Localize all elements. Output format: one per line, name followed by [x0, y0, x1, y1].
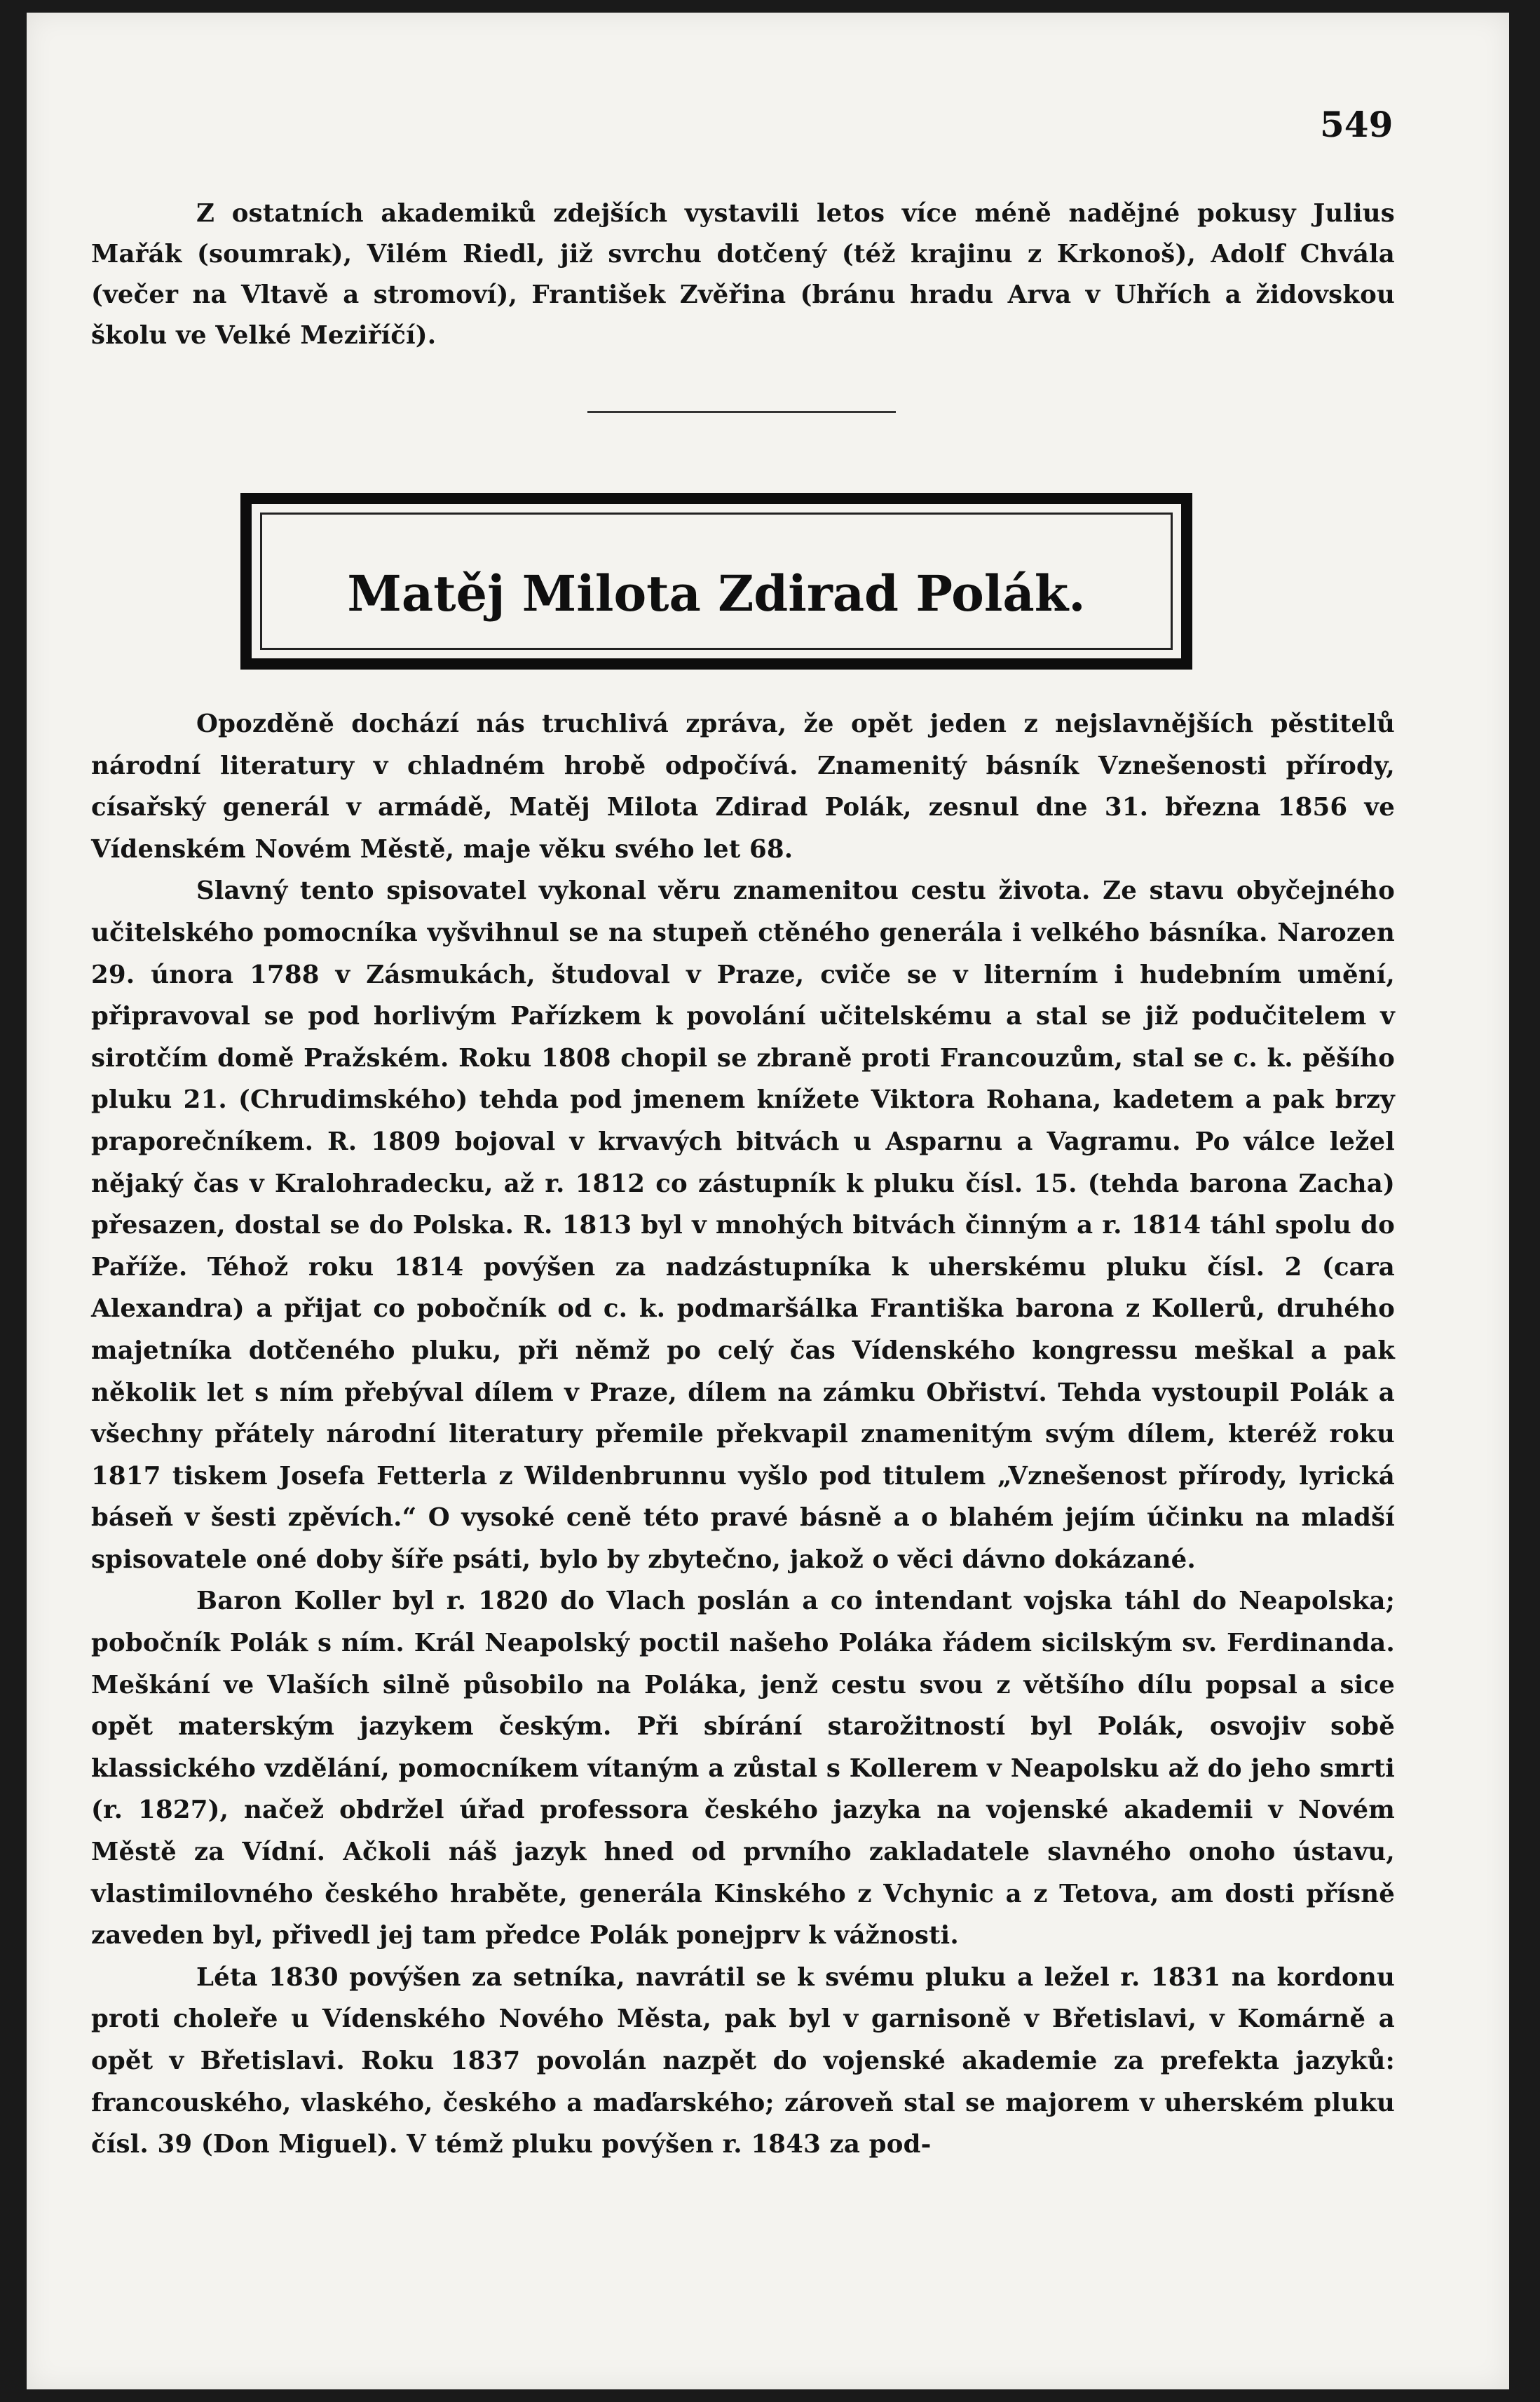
- body-paragraph: Léta 1830 povýšen za setníka, navrátil se k svému pluku a ležel r. 1831 na kordonu proti choleře u Vídenského Nového Města, pak byl v garnisoně v Břetislavi, v Komárně a opět v Břetislavi. Roku 1837 povolán nazpět do vojenské akademie za prefekta jazyků: francouského, vlaského, českého a maďarského; zároveň stal se majorem v uherském pluku čísl. 39 (Don Miguel). V témž pluku povýšen r. 1843 za pod-: [91, 1962, 1395, 2159]
- book-page: [27, 13, 1509, 2389]
- page-number: 549: [1320, 104, 1394, 145]
- article-body: [91, 703, 1395, 2166]
- body-paragraph: Baron Koller byl r. 1820 do Vlach poslán a co intendant vojska táhl do Neapolska; pobočník Polák s ním. Král Neapolský poctil našeho Poláka řádem sicilským sv. Ferdinanda. Meškání ve Vlaších silně působilo na Poláka, jenž cestu svou z většího dílu popsal a sice opět materským jazykem českým. Při sbírání starožitností byl Polák, osvojiv sobě klassického vzdělání, pomocníkem vítaným a zůstal s Kollerem v Neapolsku až do jeho smrti (r. 1827), načež obdržel úřad professora českého jazyka na vojenské akademii v Novém Městě za Vídní. Ačkoli náš jazyk hned od prvního zakladatele slavného onoho ústavu, vlastimilovného českého hraběte, generála Kinského z Vchynic a z Tetova, am dosti přísně zaveden byl, přivedl jej tam předce Polák ponejprv k vážnosti.: [91, 1587, 1395, 1950]
- body-paragraph: Opozděně dochází nás truchlivá zpráva, že opět jeden z nejslavnějších pěstitelů národní literatury v chladném hrobě odpočívá. Znamenitý básník Vznešenosti přírody, císařský generál v armádě, Matěj Milota Zdirad Polák, zesnul dne 31. března 1856 ve Vídenském Novém Městě, maje věku svého let 68.: [91, 710, 1395, 864]
- section-divider: [587, 411, 896, 413]
- intro-paragraph: Z ostatních akademiků zdejších vystavili letos více méně nadějné pokusy Julius Mařák (soumrak), Vilém Riedl, již svrchu dotčený (též krajinu z Krkonoš), Adolf Chvála (večer na Vltavě a stromoví), František Zvěřina (bránu hradu Arva v Uhřích a židovskou školu ve Velké Meziříčí).: [91, 199, 1395, 350]
- article-title: Matěj Milota Zdirad Polák.: [347, 564, 1086, 623]
- body-paragraph: Slavný tento spisovatel vykonal věru znamenitou cestu života. Ze stavu obyčejného učitelského pomocníka vyšvihnul se na stupeň ctěného generála i velkého básníka. Narozen 29. února 1788 v Zásmukách, študoval v Praze, cviče se v literním i hudebním umění, připravoval se pod horlivým Pařízkem k povolání učitelskému a stal se již podučitelem v sirotčím domě Pražském. Roku 1808 chopil se zbraně proti Francouzům, stal se c. k. pěšího pluku 21. (Chrudimského) tehda pod jmenem knížete Viktora Rohana, kadetem a pak brzy praporečníkem. R. 1809 bojoval v krvavých bitvách u Asparnu a Vagramu. Po válce ležel nějaký čas v Kralohradecku, až r. 1812 co zástupník k pluku čísl. 15. (tehda barona Zacha) přesazen, dostal se do Polska. R. 1813 byl v mnohých bitvách činným a r. 1814 táhl spolu do Paříže. Téhož roku 1814 povýšen za nadzástupníka k uherskému pluku čísl. 2 (cara Alexandra) a přijat co pobočník od c. k. podmaršálka Františka barona z Kollerů, druhého majetníka dotčeného pluku, při němž po celý čas Vídenského kongressu meškal a pak několik let s ním přebýval dílem v Praze, dílem na zámku Obřiství. Tehda vystoupil Polák a všechny přátely národní literatury přemile překvapil znamenitým svým dílem, kteréž roku 1817 tiskem Josefa Fetterla z Wildenbrunnu vyšlo pod titulem „Vznešenost přírody, lyrická báseň v šesti zpěvích.“ O vysoké ceně této pravé básně a o blahém jejím účinku na mladší spisovatele oné doby šíře psáti, bylo by zbytečno, jakož o věci dávno dokázané.: [91, 876, 1395, 1574]
- title-frame: [240, 493, 1192, 670]
